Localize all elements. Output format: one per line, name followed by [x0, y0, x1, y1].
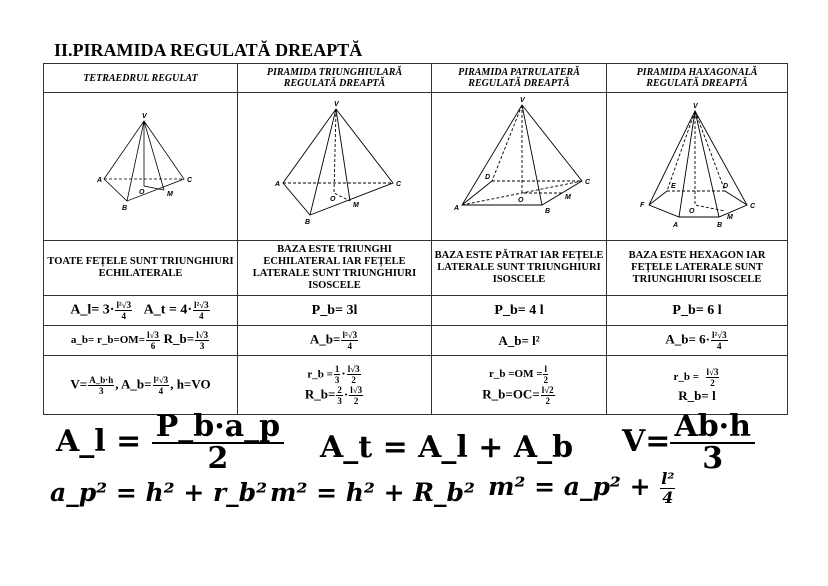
formula-text: A_b=	[309, 331, 341, 347]
formula-text: R_b= l	[678, 387, 716, 403]
numerator: l√3	[350, 385, 363, 395]
vertex-label: C	[187, 177, 193, 184]
vertex-label: A	[275, 181, 281, 188]
vertex-label: M	[727, 214, 733, 221]
numerator: Ab·h	[670, 412, 755, 444]
fraction	[115, 300, 132, 321]
base-area-hex	[607, 326, 788, 356]
numerator: 1	[334, 364, 340, 374]
denominator: 2	[207, 441, 229, 476]
formula-text: R_b=	[304, 386, 336, 402]
denominator: 4	[717, 341, 722, 351]
base-area-tri	[238, 326, 432, 356]
numerator: l√2	[541, 385, 554, 395]
denominator: 2	[543, 375, 548, 385]
formula-text: , h=VO	[170, 375, 211, 391]
vertex-label: E	[671, 183, 676, 190]
fraction	[146, 330, 160, 351]
fraction	[334, 364, 341, 385]
volume-formula	[622, 409, 755, 476]
pythagoras-apothem: a_p² = h² + r_b²	[50, 478, 268, 507]
vertex-label: B	[545, 208, 551, 215]
denominator: 6	[150, 341, 156, 351]
fraction	[541, 385, 555, 406]
formula-text: A_b= 6·	[665, 331, 710, 347]
radii-square	[432, 356, 607, 415]
numerator: l²√3	[194, 300, 209, 310]
denominator: 4	[347, 341, 352, 351]
lateral-total-area-tetra	[44, 296, 238, 326]
formula-text: m² = a_p² +	[488, 472, 651, 501]
header-triunghiulara: PIRAMIDA TRIUNGHIULARĂ REGULATĂ DREAPTĂ	[238, 64, 432, 93]
radii-tri: r_b = $\frac{1}{3}$ · $\frac{l√3}{2}$ R_b= $\frac{2}{3}$ · $\frac{l√3}{2}$	[238, 356, 432, 415]
vertex-label: A	[673, 222, 679, 229]
header-hexagonala: PIRAMIDA HAXAGONALĂ REGULATĂ DREAPTĂ	[607, 64, 788, 93]
vertex-label: A	[97, 177, 103, 184]
fraction	[349, 385, 363, 406]
formula-text: A_t = 4·	[143, 302, 193, 318]
vertex-label: C	[750, 203, 756, 210]
denominator: 3	[337, 396, 342, 406]
numerator: 2	[337, 385, 342, 395]
figure-triunghiulara	[238, 93, 432, 241]
vertex-label: C	[585, 179, 591, 186]
vertex-label: B	[305, 219, 311, 226]
vertex-label: C	[396, 181, 402, 188]
denominator: 4	[199, 311, 204, 321]
perimeter-hex: P_b= 6 l	[607, 296, 788, 326]
fraction	[670, 409, 755, 476]
denominator: 2	[710, 377, 715, 388]
formula-text: A_l= 3·	[70, 302, 115, 318]
vertex-label: O	[139, 189, 145, 196]
fraction	[193, 300, 210, 321]
formula-text: r_b =	[673, 370, 700, 383]
vertex-label: V	[142, 113, 147, 120]
header-patrulatera: PIRAMIDA PATRULATERĂ REGULATĂ DREAPTĂ	[432, 64, 607, 93]
radii-hex	[607, 356, 788, 415]
formula-text: R_b=	[163, 331, 195, 347]
numerator: l√3	[706, 366, 719, 377]
denominator: 4	[121, 311, 127, 321]
vertex-label: O	[330, 196, 336, 203]
fraction	[347, 364, 361, 385]
numerator: l²	[661, 469, 675, 488]
vertex-label: B	[717, 222, 723, 229]
denominator: 3	[334, 375, 340, 385]
apothem-radius-tetra	[44, 326, 238, 356]
header-tetraedru: TETRAEDRUL REGULAT	[44, 64, 238, 93]
fraction	[660, 470, 675, 507]
vertex-label: V	[693, 103, 698, 110]
vertex-label: D	[485, 174, 491, 181]
desc-hexagonala: BAZA ESTE HEXAGON IAR FEȚELE LATERALE SUNT TRIUNGHIURI ISOSCELE	[607, 241, 788, 296]
numerator: l²√3	[711, 330, 727, 340]
vertex-label: V	[334, 101, 339, 108]
numerator: l√3	[146, 330, 159, 340]
figure-patrulatera	[432, 93, 607, 241]
pythagoras-edge-apothem	[488, 470, 676, 507]
vertex-label: M	[565, 194, 571, 201]
triangular-pyramid-diagram	[238, 93, 431, 235]
numerator: l²√3	[116, 300, 132, 310]
vertex-label: M	[353, 202, 359, 209]
desc-triunghiulara: BAZA ESTE TRIUNGHI ECHILATERAL IAR FEȚELE LATERALE SUNT TRIUNGHIURI ISOSCELE	[238, 241, 432, 296]
formula-text: r_b =	[307, 368, 333, 381]
numerator: l	[544, 364, 547, 374]
tetrahedron-diagram	[44, 93, 237, 235]
numerator: l√3	[196, 330, 209, 340]
fraction	[711, 330, 728, 351]
volume-tetra	[44, 356, 238, 415]
vertex-label: A	[454, 205, 460, 212]
vertex-label: O	[689, 208, 695, 215]
formula-text: R_b=OC=	[482, 386, 540, 402]
fraction	[543, 364, 548, 385]
pyramid-table	[43, 63, 788, 415]
formula-text: A_l =	[56, 424, 142, 459]
vertex-label: V	[520, 97, 525, 104]
figure-tetraedru	[44, 93, 238, 241]
denominator: 3	[702, 441, 724, 476]
perimeter-square: P_b= 4 l	[432, 296, 607, 326]
vertex-label: O	[518, 197, 524, 204]
desc-patrulatera: BAZA ESTE PĂTRAT IAR FEȚELE LATERALE SUNT TRIUNGHIURI ISOSCELE	[432, 241, 607, 296]
vertex-label: D	[723, 183, 729, 190]
denominator: 3	[98, 385, 104, 396]
fraction	[336, 385, 343, 406]
denominator: 4	[662, 488, 674, 507]
base-area-square: A_b= l²	[432, 326, 607, 356]
vertex-label: M	[167, 191, 173, 198]
vertex-label: F	[640, 202, 645, 209]
formula-text: a_b= r_b=OM=	[70, 334, 145, 347]
numerator: l²√3	[153, 374, 169, 385]
denominator: 2	[353, 396, 359, 406]
desc-tetraedru: TOATE FEȚELE SUNT TRIUNGHIURI ECHILATERALE	[44, 241, 238, 296]
perimeter-tri: P_b= 3l	[238, 296, 432, 326]
hexagonal-pyramid-diagram	[607, 93, 787, 235]
numerator: A_b·h	[89, 374, 114, 385]
numerator: P_b·a_p	[152, 412, 284, 444]
pythagoras-edge-radius: m² = h² + R_b²	[270, 478, 475, 507]
denominator: 3	[199, 341, 205, 351]
denominator: 4	[158, 385, 164, 396]
vertex-label: B	[122, 205, 128, 212]
numerator: l√3	[347, 364, 360, 374]
fraction	[341, 330, 358, 351]
fraction	[195, 330, 209, 351]
formula-text: V=	[70, 375, 88, 391]
numerator: l²√3	[342, 330, 358, 340]
formula-text: V=	[622, 424, 671, 459]
fraction	[153, 375, 170, 396]
section-title: II.PIRAMIDA REGULATĂ DREAPTĂ	[54, 40, 363, 60]
total-area-formula: A_t = A_l + A_b	[320, 430, 574, 465]
fraction	[152, 409, 284, 476]
formula-text: r_b =OM =	[489, 368, 543, 381]
fraction	[88, 375, 114, 396]
denominator: 2	[545, 396, 550, 406]
denominator: 2	[351, 375, 356, 385]
square-pyramid-diagram	[432, 93, 606, 235]
lateral-area-formula	[56, 409, 284, 476]
figure-hexagonala	[607, 93, 788, 241]
formula-text: , A_b=	[115, 375, 152, 391]
fraction	[706, 367, 720, 388]
